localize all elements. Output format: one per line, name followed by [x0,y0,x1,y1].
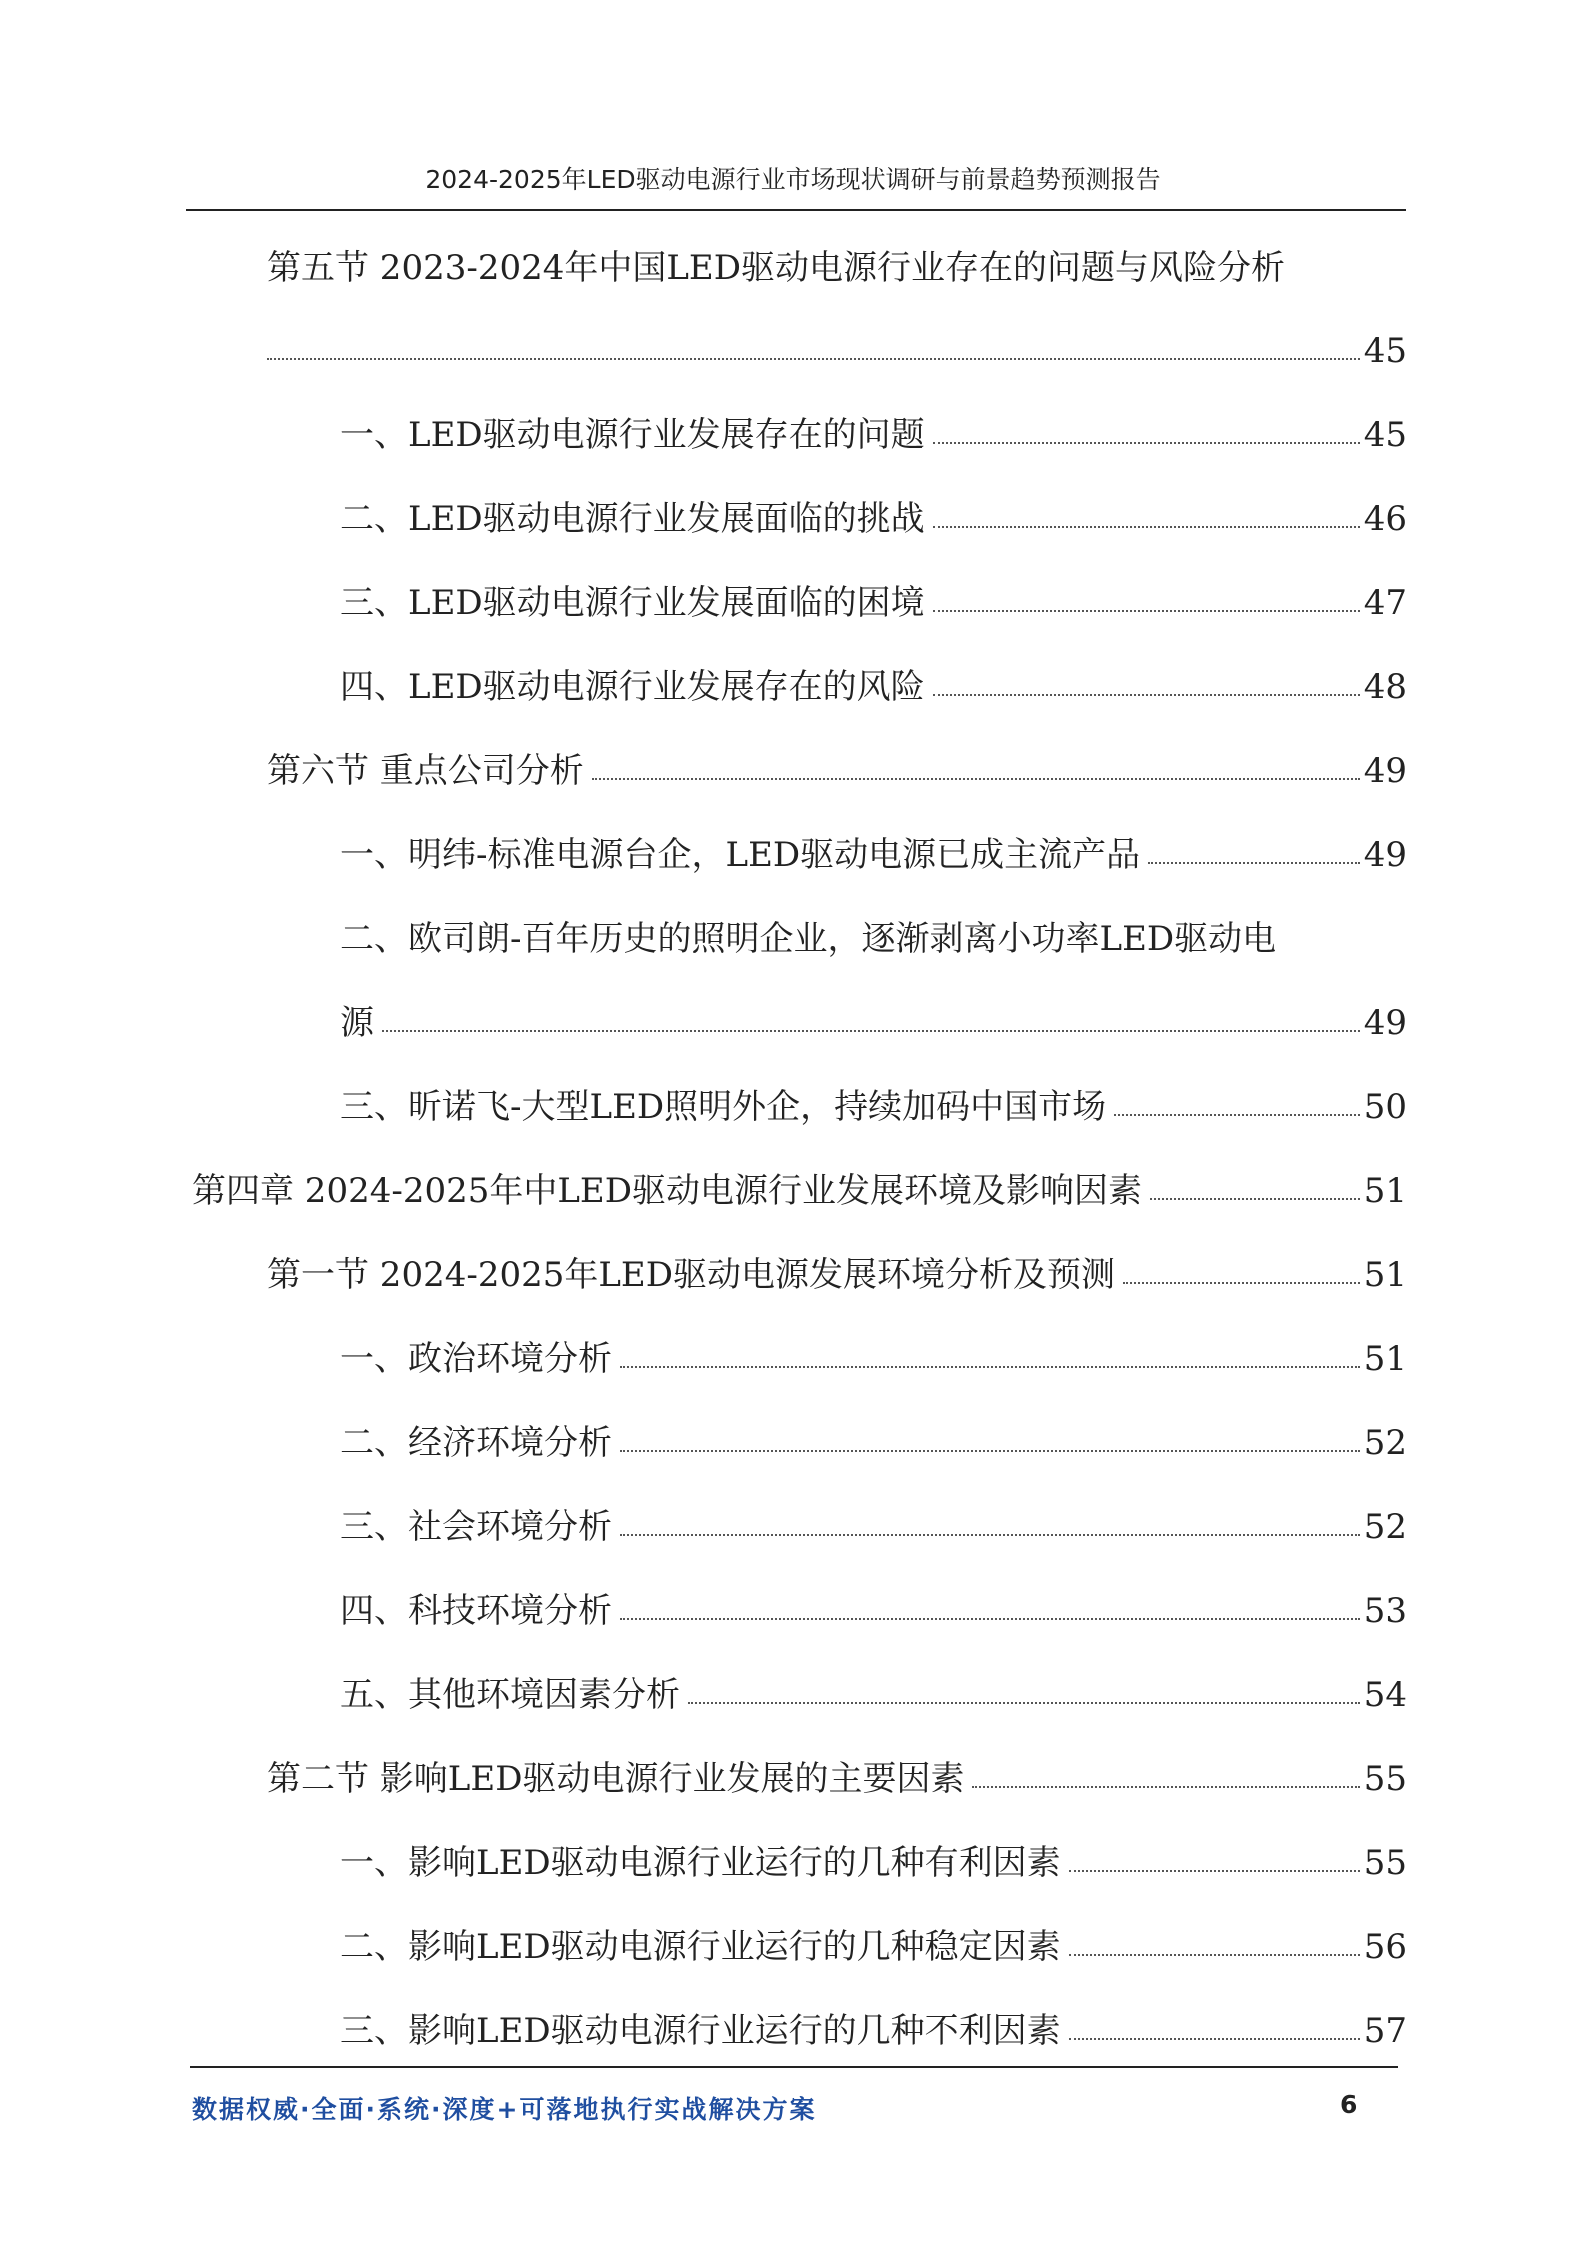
dot-leader [1069,1954,1360,1956]
toc-entry-text: 第六节 重点公司分析 [267,751,584,791]
dot-leader [688,1702,1360,1704]
toc-entry[interactable] [340,644,1407,707]
toc-page-number: 46 [1363,499,1407,539]
dot-leader [933,442,1360,444]
toc-page-number: 52 [1363,1507,1407,1547]
toc-entry-text: 第二节 影响LED驱动电源行业发展的主要因素 [267,1759,965,1799]
dot-leader [972,1786,1359,1788]
header-title: 2024-2025年LED驱动电源行业市场现状调研与前景趋势预测报告 [425,165,1161,194]
toc-entry[interactable] [340,1400,1407,1463]
toc-entry[interactable] [340,1988,1407,2051]
toc-entry[interactable] [340,1904,1407,1967]
dot-leader [933,526,1360,528]
toc-page-number: 45 [1363,331,1407,371]
dot-leader [620,1534,1360,1536]
toc-entry-text: 二、欧司朗-百年历史的照明企业，逐渐剥离小功率LED驱动电 [340,919,1277,959]
toc-entry-text: 一、明纬-标准电源台企，LED驱动电源已成主流产品 [340,835,1141,875]
toc-page-number: 55 [1363,1759,1407,1799]
toc-entry[interactable] [340,560,1407,623]
toc-page-number: 52 [1363,1423,1407,1463]
toc-entry-text: 五、其他环境因素分析 [340,1675,680,1715]
dot-leader [1069,1870,1360,1872]
toc-entry-leader-row[interactable] [340,980,1407,1043]
toc-entry-text: 三、社会环境分析 [340,1507,612,1547]
footer-rule [190,2066,1398,2068]
toc-entry[interactable] [340,1484,1407,1547]
toc-page-number: 45 [1363,415,1407,455]
toc-page-number: 49 [1363,1003,1407,1043]
toc-entry[interactable] [340,1820,1407,1883]
toc-entry-text: 一、影响LED驱动电源行业运行的几种有利因素 [340,1843,1061,1883]
dot-leader [620,1366,1360,1368]
dot-leader [267,358,1360,360]
toc-entry[interactable] [340,1568,1407,1631]
toc-entry-text: 二、LED驱动电源行业发展面临的挑战 [340,499,925,539]
toc-entry-continuation: 源 [340,1003,374,1043]
toc-page-number: 53 [1363,1591,1407,1631]
toc-entry-text: 一、政治环境分析 [340,1339,612,1379]
toc-entry-text: 第一节 2024-2025年LED驱动电源发展环境分析及预测 [267,1255,1116,1295]
toc-entry[interactable] [340,812,1407,875]
toc-entry[interactable] [340,1316,1407,1379]
toc-entry-leader-row[interactable] [267,308,1407,371]
toc-entry[interactable] [340,1064,1407,1127]
dot-leader [620,1618,1360,1620]
toc-entry-text: 四、科技环境分析 [340,1591,612,1631]
toc-entry[interactable] [340,1652,1407,1715]
toc-entry[interactable] [340,392,1407,455]
toc-page-number: 55 [1363,1843,1407,1883]
toc-page-number: 51 [1363,1339,1407,1379]
footer-page-number: 6 [1340,2090,1358,2119]
dot-leader [1123,1282,1360,1284]
dot-leader [620,1450,1360,1452]
toc-page-number: 56 [1363,1927,1407,1967]
toc-page-number: 54 [1363,1675,1407,1715]
dot-leader [933,610,1360,612]
toc-entry-text: 第五节 2023-2024年中国LED驱动电源行业存在的问题与风险分析 [267,248,1286,288]
dot-leader [933,694,1360,696]
toc-page-number: 47 [1363,583,1407,623]
header-rule [186,209,1406,211]
dot-leader [592,778,1360,780]
toc-entry-text: 一、LED驱动电源行业发展存在的问题 [340,415,925,455]
dot-leader [382,1030,1360,1032]
toc-page-number: 49 [1363,751,1407,791]
toc-page-number: 57 [1363,2011,1407,2051]
dot-leader [1069,2038,1360,2040]
toc-entry-text: 四、LED驱动电源行业发展存在的风险 [340,667,925,707]
toc-page-number: 49 [1363,835,1407,875]
footer-slogan: 数据权威·全面·系统·深度+可落地执行实战解决方案 [192,2095,817,2124]
toc-entry-text: 三、昕诺飞-大型LED照明外企，持续加码中国市场 [340,1087,1107,1127]
toc-entry[interactable] [267,1736,1407,1799]
toc-page-number: 48 [1363,667,1407,707]
toc-page-number: 50 [1363,1087,1407,1127]
toc-entry-text: 第四章 2024-2025年中LED驱动电源行业发展环境及影响因素 [192,1171,1143,1211]
toc-entry[interactable] [192,1148,1407,1211]
toc-entry[interactable] [267,728,1407,791]
toc-entry-heading[interactable] [267,225,1407,288]
toc-entry[interactable] [340,476,1407,539]
toc-entry-text: 三、LED驱动电源行业发展面临的困境 [340,583,925,623]
toc-entry-text: 三、影响LED驱动电源行业运行的几种不利因素 [340,2011,1061,2051]
dot-leader [1150,1198,1360,1200]
dot-leader [1114,1114,1360,1116]
toc-entry[interactable] [267,1232,1407,1295]
dot-leader [1148,862,1360,864]
toc-entry-heading[interactable] [340,896,1407,959]
toc-page-number: 51 [1363,1171,1407,1211]
toc-entry-text: 二、影响LED驱动电源行业运行的几种稳定因素 [340,1927,1061,1967]
toc-page-number: 51 [1363,1255,1407,1295]
toc-entry-text: 二、经济环境分析 [340,1423,612,1463]
